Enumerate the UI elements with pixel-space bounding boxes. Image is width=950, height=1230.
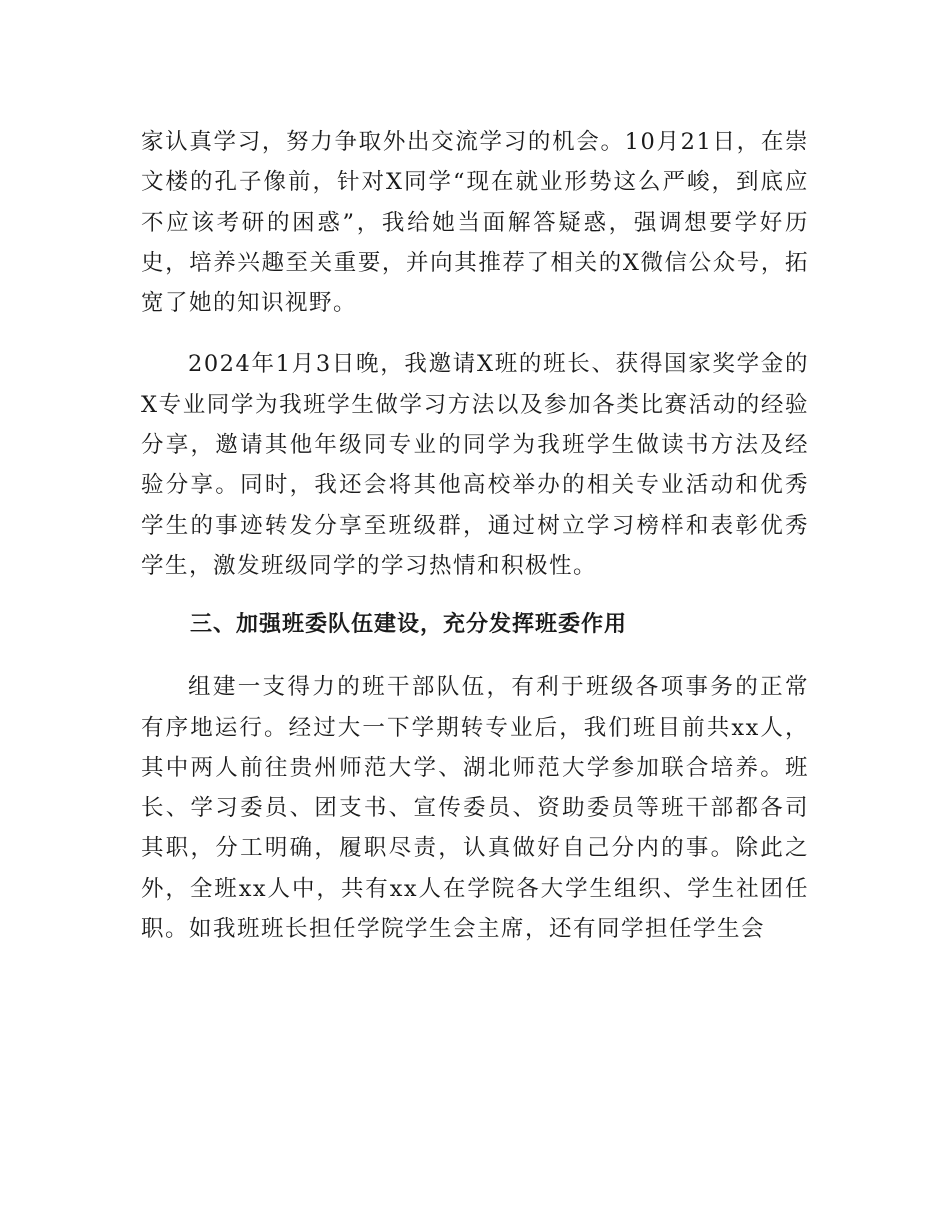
paragraph-experience-sharing: 2024年1月3日晚，我邀请X班的班长、获得国家奖学金的X专业同学为我班学生做学习方法以及参加各类比赛活动的经验分享，邀请其他年级同专业的同学为我班学生做读书方法及经验分享。同时，我还会将其他高校举办的相关专业活动和优秀学生的事迹转发分享至班级群，通过树立学习榜样和表彰优秀学生，激发班级同学的学习热情和积极性。 <box>141 351 809 579</box>
paragraph-class-committee: 组建一支得力的班干部队伍，有利于班级各项事务的正常有序地运行。经过大一下学期转专业后，我们班目前共xx人，其中两人前往贵州师范大学、湖北师范大学参加联合培养。班长、学习委员、团支书、宣传委员、资助委员等班干部都各司其职，分工明确，履职尽责，认真做好自己分内的事。除此之外，全班xx人中，共有xx人在学院各大学生组织、学生社团任职。如我班班长担任学院学生会主席，还有同学担任学生会 <box>141 674 809 943</box>
document-body <box>141 122 809 949</box>
section-heading: 三、加强班委队伍建设，充分发挥班委作用 <box>190 612 628 638</box>
paragraph-continued: 家认真学习，努力争取外出交流学习的机会。10月21日，在崇文楼的孔子像前，针对X同学“现在就业形势这么严峻，到底应不应该考研的困惑”，我给她当面解答疑惑，强调想要学好历史，培养兴趣至关重要，并向其推荐了相关的X微信公众号，拓宽了她的知识视野。 <box>141 129 809 317</box>
